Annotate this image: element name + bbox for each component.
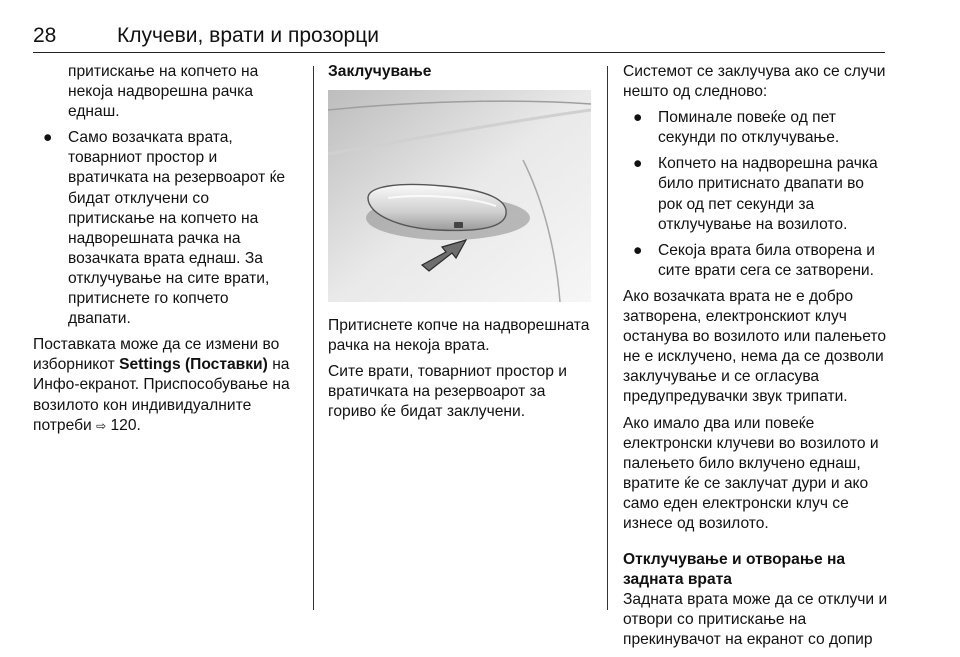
driver-door-paragraph: Ако возачката врата не е добро затворена, електронскиот клуч останува во возилото или палењето не е исклучено, нема да се дозволи заклучување и се огласува предупредувачки звук трипати. [623, 287, 886, 406]
column-divider-2 [607, 66, 608, 610]
page-reference-arrow-icon: ⇨ [96, 418, 107, 433]
door-handle-image [328, 90, 591, 302]
bullet-text: Копчето на надворешна рачка било притиснато двапати во рок од пет секунди за отклучување на возилото. [658, 155, 878, 233]
list-item [33, 128, 295, 329]
list-item [623, 154, 888, 234]
column-right [623, 62, 888, 657]
column-left [33, 62, 295, 442]
paragraph-text: Поставката може да се измени во изборникот [33, 336, 280, 374]
header-divider [33, 52, 885, 53]
continued-bullet-text: притискање на копчето на некоја надворешна рачка еднаш. [68, 63, 259, 121]
bullet-icon: ● [633, 241, 643, 259]
section-heading-tailgate: Отклучување и отворање на задната врата [623, 551, 846, 589]
list-item [623, 108, 888, 148]
door-handle-illustration [328, 90, 591, 302]
page-number: 28 [33, 24, 57, 47]
bullet-icon: ● [633, 109, 643, 127]
settings-menu-label: Settings (Поставки) [119, 356, 268, 374]
column-divider-1 [313, 66, 314, 610]
bullet-icon: ● [633, 155, 643, 173]
bullet-text: Секоја врата била отворена и сите врати сега се затворени. [658, 241, 876, 279]
bullet-text: Поминале повеќе од пет секунди по отклучување. [658, 109, 840, 147]
bullet-icon: ● [43, 129, 53, 147]
chapter-title: Клучеви, врати и прозорци [117, 24, 379, 47]
page-header [33, 22, 885, 52]
page-reference-link[interactable]: 120. [110, 416, 141, 434]
bullet-text: Само возачката врата, товарниот простор и вратичката на резервоарот ќе бидат отклучени со притискање на копчето на надворешната рачка на возачката врата еднаш. За отклучување на сите врати, притиснете го копчето двапати. [68, 129, 286, 328]
paragraph-text-after: на Инфо-екранот. Приспособување на возилото кон индивидуалните потреби [33, 356, 290, 434]
tailgate-paragraph: Задната врата може да се отклучи и отвори со притискање на прекинувачот на екранот со допир [623, 591, 888, 649]
settings-paragraph [33, 335, 295, 435]
auto-lock-intro: Системот се заклучува ако се случи нешто од следново: [623, 63, 886, 101]
multiple-keys-paragraph: Ако имало два или повеќе електронски клучеви во возилото и палењето било вклучено еднаш, вратите ќе се заклучат дури и ако само еден електронски клуч се изнесе од возилото. [623, 414, 879, 532]
column-middle [328, 62, 593, 429]
figure-caption: Притиснете копче на надворешната рачка на некоја врата. [328, 317, 590, 355]
locking-result-text: Сите врати, товарниот простор и вратичката на резервоарот за гориво ќе бидат заклучени. [328, 363, 567, 421]
list-item [623, 241, 888, 281]
section-heading-locking: Заклучување [328, 63, 432, 80]
